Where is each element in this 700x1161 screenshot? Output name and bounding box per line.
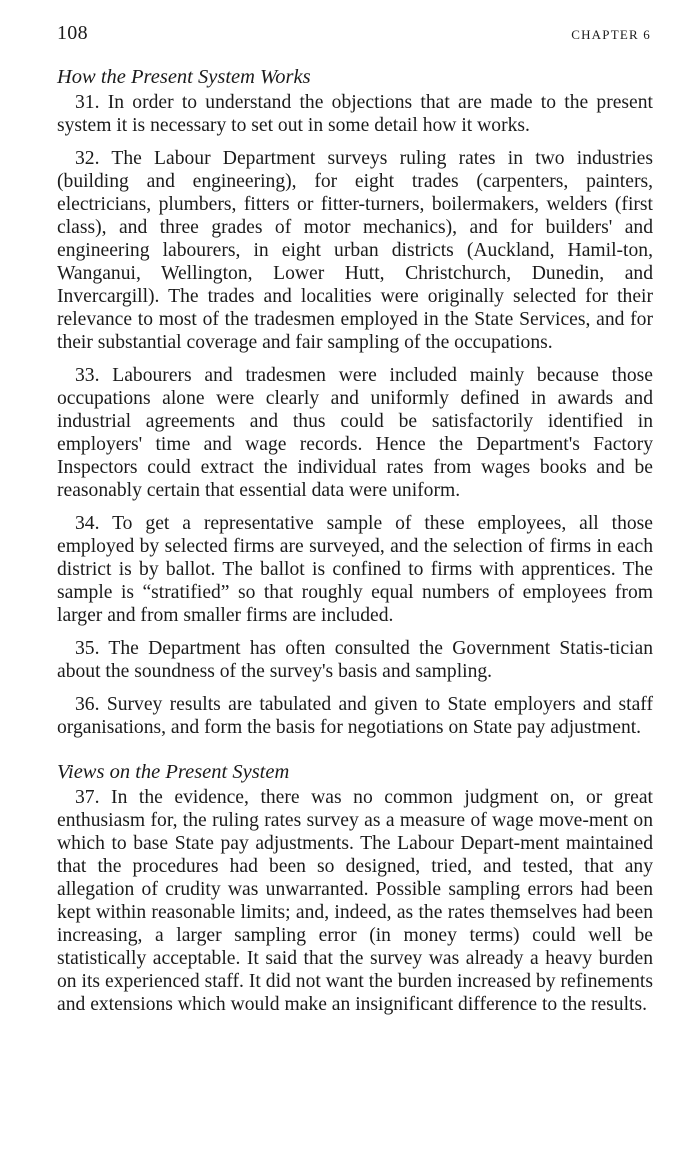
paragraph-33 [57, 364, 653, 502]
paragraph-number: 31. [75, 92, 100, 113]
paragraph-text: In the evidence, there was no common judgment on, or great enthusiasm for, the ruling rates survey as a measure of wage move-ment on which to base State pay adjustments. The Labour Depart-ment maintained that the procedures had been so designed, tried, and tested, that any allegation of crudity was unwarranted. Possible sampling errors had been kept within reasonable limits; and, indeed, as the rates themselves had been increasing, a larger sampling error (in money terms) could well be statistically acceptable. It said that the survey was already a heavy burden on its experienced staff. It did not want the burden increased by refinements and extensions which would make an insignificant difference to the results. [57, 787, 653, 1015]
paragraph-31 [57, 91, 653, 137]
paragraph-number: 36. [75, 694, 100, 715]
paragraph-text: To get a representative sample of these employees, all those employed by selected firms are surveyed, and the selection of firms in each district is by ballot. The ballot is confined to firms with apprentices. The sample is “stratified” so that roughly equal numbers of employees from larger and from smaller firms are included. [57, 513, 653, 626]
paragraph-number: 35. [75, 638, 100, 659]
paragraph-number: 37. [75, 787, 100, 808]
paragraph-text: Survey results are tabulated and given to State employers and staff organisations, and form the basis for negotiations on State pay adjustment. [57, 694, 653, 738]
page-number: 108 [57, 22, 88, 44]
paragraph-text: In order to understand the objections that are made to the present system it is necessary to set out in some detail how it works. [57, 92, 653, 136]
chapter-label: CHAPTER 6 [571, 27, 651, 42]
paragraph-number: 34. [75, 513, 100, 534]
paragraph-text: Labourers and tradesmen were included mainly because those occupations alone were clearly and uniformly defined in awards and industrial agreements and thus could be satisfactorily identified in employers' time and wage records. Hence the Department's Factory Inspectors could extract the individual rates from wages books and be reasonably certain that essential data were uniform. [57, 365, 653, 501]
paragraph-text: The Labour Department surveys ruling rates in two industries (building and engineering), for eight trades (carpenters, painters, electricians, plumbers, fitters or fitter-turners, boilermakers, welders (first class), and three grades of motor mechanics), and for builders' and engineering labourers, in eight urban districts (Auckland, Hamil-ton, Wanganui, Wellington, Lower Hutt, Christchurch, Dunedin, and Invercargill). The trades and localities were originally selected for their relevance to most of the tradesmen employed in the State Services, and for their substantial coverage and fair sampling of the occupations. [57, 148, 653, 353]
book-page [57, 22, 653, 1026]
section-heading: How the Present System Works [57, 66, 311, 88]
paragraph-34 [57, 512, 653, 627]
paragraph-37 [57, 786, 653, 1016]
paragraph-number: 32. [75, 148, 100, 169]
section-heading: Views on the Present System [57, 761, 290, 783]
paragraph-36 [57, 693, 653, 739]
paragraph-text: The Department has often consulted the Government Statis-tician about the soundness of the survey's basis and sampling. [57, 638, 653, 682]
paragraph-32 [57, 147, 653, 354]
paragraph-35 [57, 637, 653, 683]
running-head [57, 22, 653, 52]
paragraph-number: 33. [75, 365, 100, 386]
